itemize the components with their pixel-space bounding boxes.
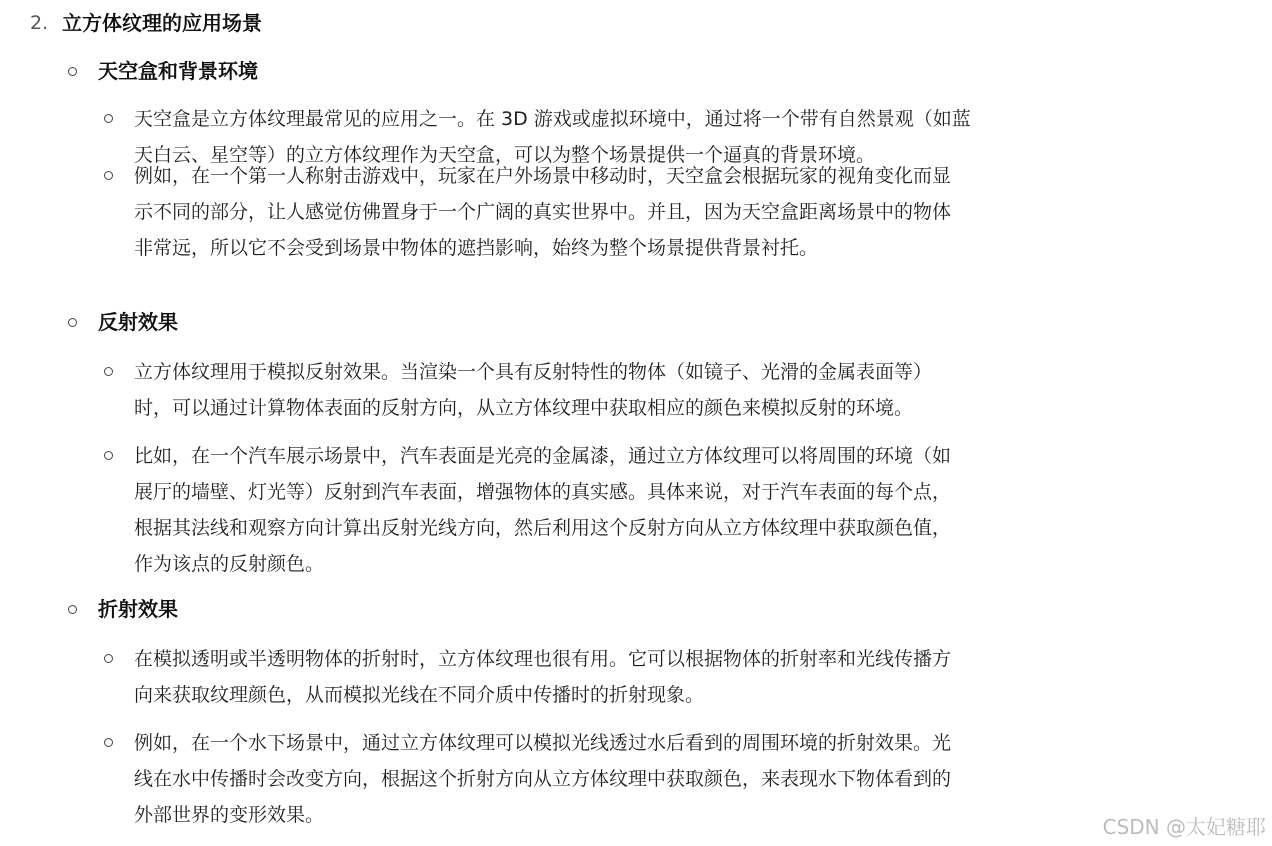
subsection-bullet-icon (68, 318, 77, 327)
list-bullet-icon (104, 451, 113, 460)
paragraph-line: 例如，在一个水下场景中，通过立方体纹理可以模拟光线透过水后看到的周围环境的折射效果。光 (134, 732, 952, 754)
paragraph-line: 在模拟透明或半透明物体的折射时，立方体纹理也很有用。它可以根据物体的折射率和光线传播方 (134, 648, 952, 670)
watermark: CSDN @太妃糖耶 (1102, 815, 1266, 839)
paragraph-line: 展厅的墙壁、灯光等）反射到汽车表面，增强物体的真实感。具体来说，对于汽车表面的每个点， (134, 481, 952, 503)
list-bullet-icon (104, 171, 113, 180)
paragraph-line: 作为该点的反射颜色。 (134, 553, 325, 575)
paragraph-line: 根据其法线和观察方向计算出反射光线方向，然后利用这个反射方向从立方体纹理中获取颜色值， (134, 517, 952, 539)
list-bullet-icon (104, 654, 113, 663)
paragraph-line: 向来获取纹理颜色，从而模拟光线在不同介质中传播时的折射现象。 (134, 684, 705, 706)
list-item (134, 354, 932, 426)
subsection-heading-reflection: 反射效果 (98, 310, 178, 334)
paragraph-line: 非常远，所以它不会受到场景中物体的遮挡影响，始终为整个场景提供背景衬托。 (134, 237, 819, 259)
list-item (134, 641, 951, 713)
paragraph-line: 天白云、星空等）的立方体纹理作为天空盒，可以为整个场景提供一个逼真的背景环境。 (134, 144, 876, 166)
list-bullet-icon (104, 114, 113, 123)
list-bullet-icon (104, 367, 113, 376)
list-item (134, 438, 951, 582)
paragraph-line: 时，可以通过计算物体表面的反射方向，从立方体纹理中获取相应的颜色来模拟反射的环境。 (134, 397, 914, 419)
paragraph-line: 线在水中传播时会改变方向，根据这个折射方向从立方体纹理中获取颜色，来表现水下物体看到的 (134, 768, 952, 790)
subsection-heading-skybox: 天空盒和背景环境 (98, 59, 258, 83)
list-bullet-icon (104, 738, 113, 747)
list-item (134, 158, 951, 266)
paragraph-line: 天空盒是立方体纹理最常见的应用之一。在 3D 游戏或虚拟环境中，通过将一个带有自然景观（如蓝 (134, 108, 971, 130)
paragraph-line: 比如，在一个汽车展示场景中，汽车表面是光亮的金属漆，通过立方体纹理可以将周围的环境（如 (134, 445, 952, 467)
paragraph-line: 示不同的部分，让人感觉仿佛置身于一个广阔的真实世界中。并且，因为天空盒距离场景中的物体 (134, 201, 952, 223)
paragraph-line: 外部世界的变形效果。 (134, 804, 325, 826)
section-number: 2. (30, 12, 49, 34)
subsection-bullet-icon (68, 67, 77, 76)
paragraph-line: 立方体纹理用于模拟反射效果。当渲染一个具有反射特性的物体（如镜子、光滑的金属表面等） (134, 361, 933, 383)
section-title: 立方体纹理的应用场景 (62, 11, 262, 35)
subsection-bullet-icon (68, 605, 77, 614)
paragraph-line: 例如，在一个第一人称射击游戏中，玩家在户外场景中移动时，天空盒会根据玩家的视角变化而显 (134, 165, 952, 187)
list-item (134, 725, 951, 833)
subsection-heading-refraction: 折射效果 (98, 597, 178, 621)
